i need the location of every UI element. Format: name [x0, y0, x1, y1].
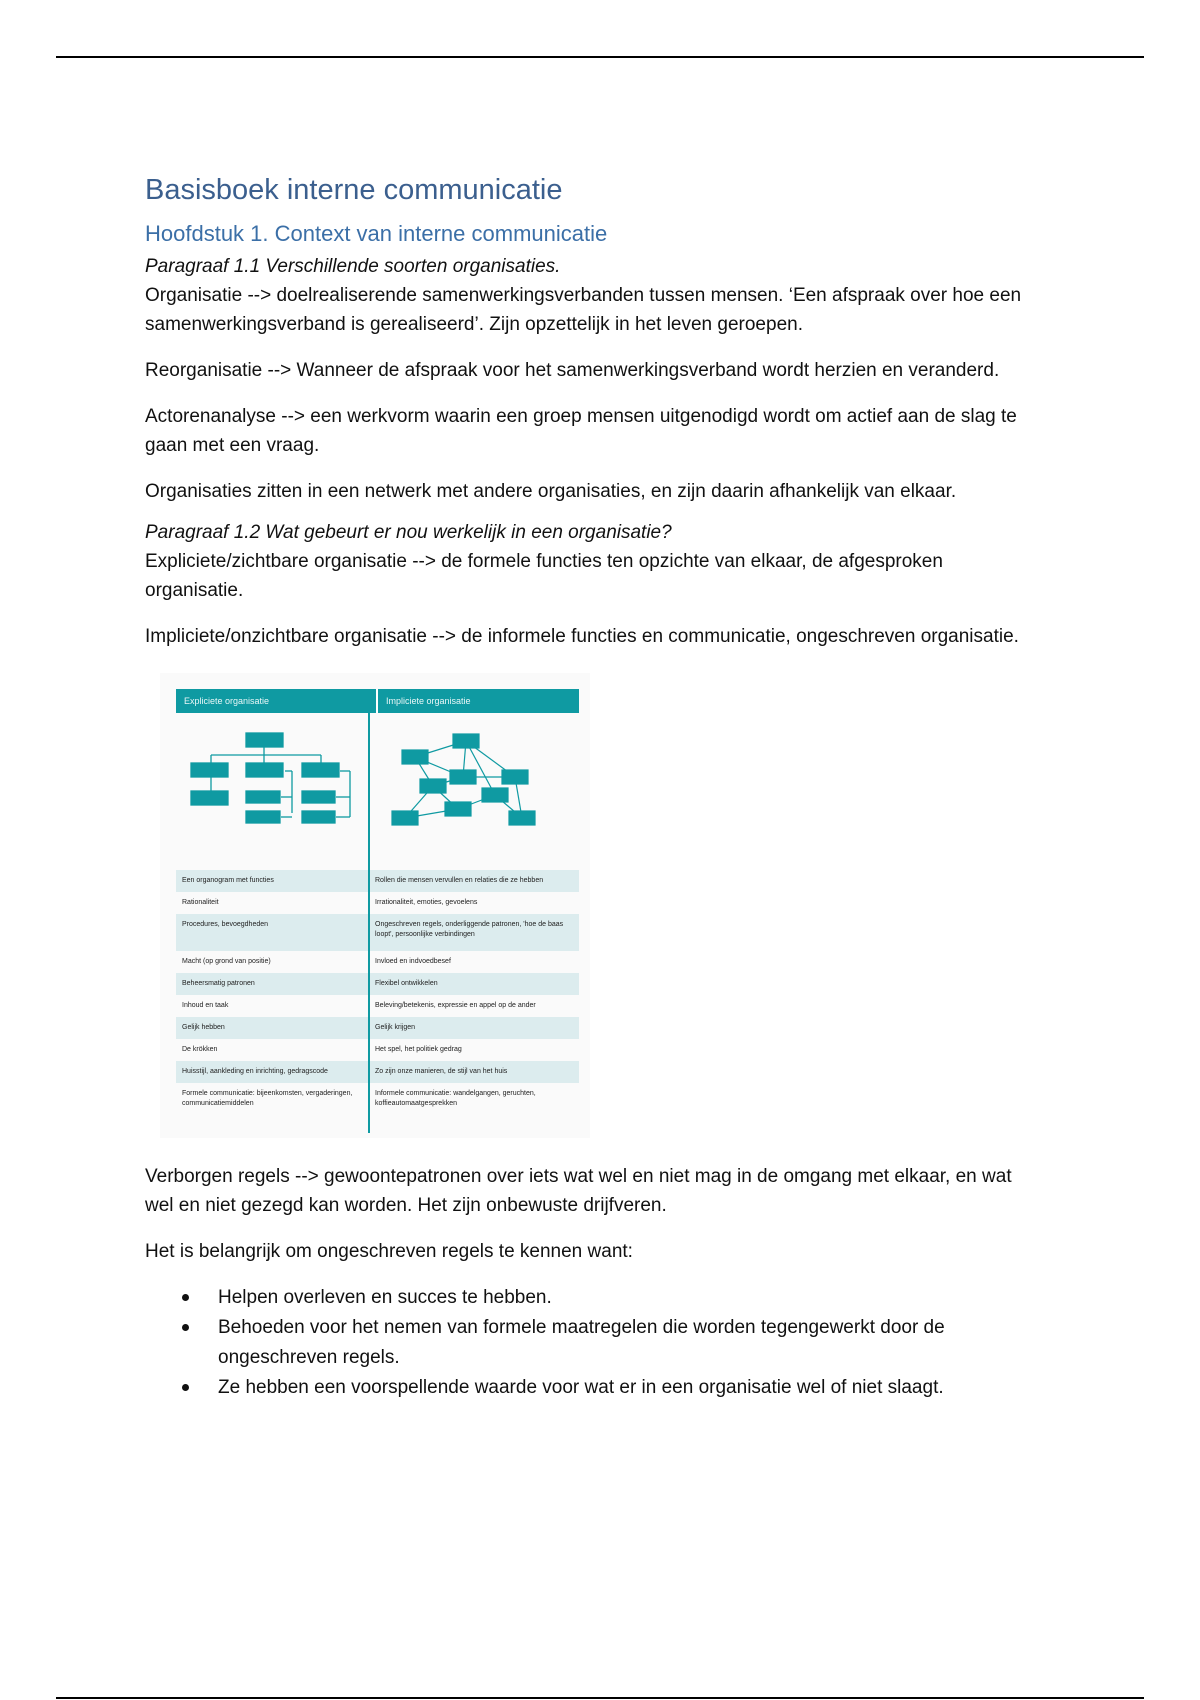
- section-2-heading: Paragraaf 1.2 Wat gebeurt er nou werkelijk in een organisatie?: [145, 522, 672, 543]
- table-cell-left: De krökken: [176, 1039, 370, 1061]
- table-cell-left: Een organogram met functies: [176, 870, 370, 892]
- table-row: [176, 1083, 579, 1117]
- table-cell-right: Flexibel ontwikkelen: [375, 980, 438, 987]
- table-cell-left: Beheersmatig patronen: [176, 973, 370, 995]
- network-node: [392, 811, 418, 825]
- table-row: [176, 1039, 579, 1061]
- table-cell-right: Gelijk krijgen: [375, 1024, 416, 1031]
- paragraph-netwerk: Organisaties zitten in een netwerk met andere organisaties, en zijn daarin afhankelijk van elkaar.: [145, 481, 957, 502]
- table-cell-right: Informele communicatie: wandelgangen, geruchten, koffieautomaatgesprekken: [375, 1090, 536, 1107]
- table-cell-left: Rationaliteit: [176, 892, 370, 914]
- header-impliciete: Impliciete organisatie: [386, 696, 471, 706]
- paragraph-actorenanalyse: Actorenanalyse --> een werkvorm waarin een groep mensen uitgenodigd wordt om actief aan de slag te gaan met een vraag.: [145, 406, 1017, 456]
- table-cell-right: Beleving/betekenis, expressie en appel op de ander: [375, 1002, 536, 1009]
- org-box: [246, 811, 280, 823]
- footer-rule: [56, 1697, 1144, 1699]
- figure-table-header: [176, 689, 579, 713]
- network-node: [482, 788, 508, 802]
- list-item: Helpen overleven en succes te hebben.: [218, 1283, 1045, 1313]
- table-cell-left: Procedures, bevoegdheden: [176, 914, 370, 951]
- section-1-heading: Paragraaf 1.1 Verschillende soorten organisaties.: [145, 256, 561, 277]
- network-node: [453, 734, 479, 748]
- chapter-heading: Hoofdstuk 1. Context van interne communicatie: [145, 221, 608, 246]
- table-cell-right: Rollen die mensen vervullen en relaties die ze hebben: [375, 877, 544, 884]
- table-cell-left: Huisstijl, aankleding en inrichting, gedragscode: [176, 1061, 370, 1083]
- figure-comparison-table: [176, 870, 579, 1117]
- table-row: [176, 870, 579, 892]
- reasons-list: [145, 1283, 1045, 1403]
- table-row: [176, 995, 579, 1017]
- network-node: [402, 750, 428, 764]
- org-box: [302, 791, 335, 803]
- paragraph-organisatie: Organisatie --> doelrealiserende samenwerkingsverbanden tussen mensen. ‘Een afspraak over hoe een samenwerkingsverband is gerealiseerd’. Zijn opzettelijk in het leven geroepen.: [145, 285, 1022, 335]
- network-node: [445, 802, 471, 816]
- org-box: [246, 763, 283, 777]
- network-node: [420, 779, 446, 793]
- paragraph-reorganisatie: Reorganisatie --> Wanneer de afspraak voor het samenwerkingsverband wordt herzien en veranderd.: [145, 360, 1000, 381]
- table-row: [176, 973, 579, 995]
- network-node: [502, 770, 528, 784]
- paragraph-impliciete-organisatie: Impliciete/onzichtbare organisatie --> de informele functies en communicatie, ongeschreven organisatie.: [145, 626, 1019, 647]
- org-box: [246, 791, 280, 803]
- table-row: [176, 892, 579, 914]
- paragraph-verborgen-regels: Verborgen regels --> gewoontepatronen over iets wat wel en niet mag in de omgang met elkaar, en wat wel en niet gezegd kan worden. Het zijn onbewuste drijfveren.: [145, 1166, 1012, 1216]
- table-cell-left: Macht (op grond van positie): [176, 951, 370, 973]
- table-cell-left: Formele communicatie: bijeenkomsten, vergaderingen, communicatiemiddelen: [176, 1083, 370, 1117]
- table-cell-right: Zo zijn onze manieren, de stijl van het huis: [375, 1068, 508, 1075]
- header-expliciete: Expliciete organisatie: [176, 689, 378, 713]
- org-box: [246, 733, 283, 747]
- org-box: [302, 763, 339, 777]
- list-item: Behoeden voor het nemen van formele maatregelen die worden tegengewerkt door de ongeschreven regels.: [218, 1313, 1045, 1373]
- table-row: [176, 1017, 579, 1039]
- table-cell-right: Irrationaliteit, emoties, gevoelens: [375, 899, 478, 906]
- table-cell-right: Invloed en indvoedbesef: [375, 958, 451, 965]
- table-cell-left: Gelijk hebben: [176, 1017, 370, 1039]
- paragraph-ongeschreven-regels-intro: Het is belangrijk om ongeschreven regels te kennen want:: [145, 1241, 633, 1262]
- org-box: [191, 763, 228, 777]
- org-box: [302, 811, 335, 823]
- table-row: [176, 914, 579, 951]
- network-node: [450, 770, 476, 784]
- network-node: [509, 811, 535, 825]
- header-rule: [56, 56, 1144, 58]
- table-row: [176, 1061, 579, 1083]
- document-title: Basisboek interne communicatie: [145, 174, 563, 206]
- table-cell-left: Inhoud en taak: [176, 995, 370, 1017]
- paragraph-expliciete-organisatie: Expliciete/zichtbare organisatie --> de formele functies ten opzichte van elkaar, de afgesproken organisatie.: [145, 551, 943, 601]
- list-item: Ze hebben een voorspellende waarde voor wat er in een organisatie wel of niet slaagt.: [218, 1373, 1045, 1403]
- document-body: [145, 172, 1045, 1403]
- table-cell-right: Ongeschreven regels, onderliggende patronen, 'hoe de baas loopt', persoonlijke verbindingen: [375, 921, 564, 938]
- table-cell-right: Het spel, het politiek gedrag: [375, 1046, 462, 1053]
- table-row: [176, 951, 579, 973]
- org-box: [191, 791, 228, 805]
- organisation-comparison-figure: [160, 673, 570, 1138]
